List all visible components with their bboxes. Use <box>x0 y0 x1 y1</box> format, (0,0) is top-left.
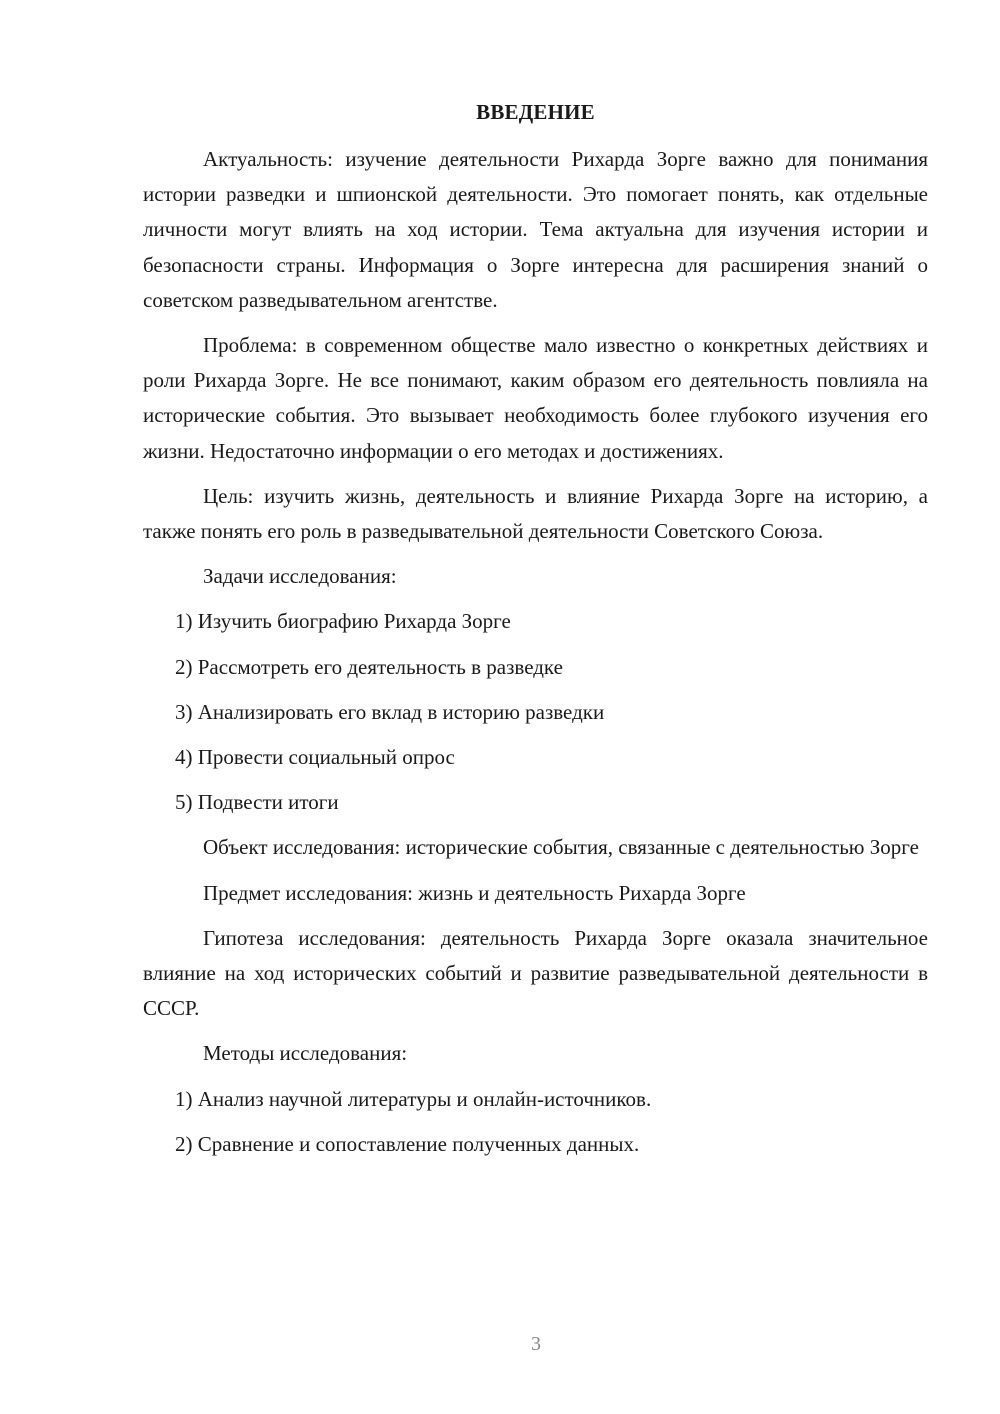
relevance-paragraph: Актуальность: изучение деятельности Рихарда Зорге важно для понимания истории разведки и шпионской деятельности. Это помогает понять, как отдельные личности могут влиять на ход истории. Тема актуальна для изучения истории и безопасности страны. Информация о Зорге интересна для расширения знаний о советском разведывательном агентстве. <box>143 147 928 312</box>
method-item: 2) Сравнение и сопоставление полученных данных. <box>175 1131 640 1156</box>
problem-paragraph: Проблема: в современном обществе мало известно о конкретных действиях и роли Рихарда Зорге. Не все понимают, каким образом его деятельность повлияла на исторические события. Это вызывает необходимость более глубокого изучения его жизни. Недостаточно информации о его методах и достижениях. <box>143 333 928 463</box>
task-item: 5) Подвести итоги <box>175 790 339 815</box>
method-item: 1) Анализ научной литературы и онлайн-источников. <box>175 1086 652 1111</box>
tasks-heading: Задачи исследования: <box>203 564 397 589</box>
task-item: 2) Рассмотреть его деятельность в разведке <box>175 654 563 679</box>
section-title: ВВЕДЕНИЕ <box>476 100 595 124</box>
object-paragraph: Объект исследования: исторические события, связанные с деятельностью Зорге <box>203 835 919 860</box>
methods-list <box>143 1082 928 1162</box>
document-page <box>143 94 928 1172</box>
page-number: 3 <box>531 1333 541 1355</box>
task-item: 3) Анализировать его вклад в историю разведки <box>175 699 605 724</box>
subject-paragraph: Предмет исследования: жизнь и деятельность Рихарда Зорге <box>203 880 746 905</box>
methods-heading: Методы исследования: <box>203 1041 408 1066</box>
task-item: 1) Изучить биографию Рихарда Зорге <box>175 609 511 634</box>
hypothesis-paragraph: Гипотеза исследования: деятельность Рихарда Зорге оказала значительное влияние на ход исторических событий и развитие разведывательной деятельности в СССР. <box>143 925 928 1021</box>
task-item: 4) Провести социальный опрос <box>175 745 455 770</box>
tasks-list <box>143 604 928 820</box>
goal-paragraph: Цель: изучить жизнь, деятельность и влияние Рихарда Зорге на историю, а также понять его роль в разведывательной деятельности Советского Союза. <box>143 483 928 544</box>
